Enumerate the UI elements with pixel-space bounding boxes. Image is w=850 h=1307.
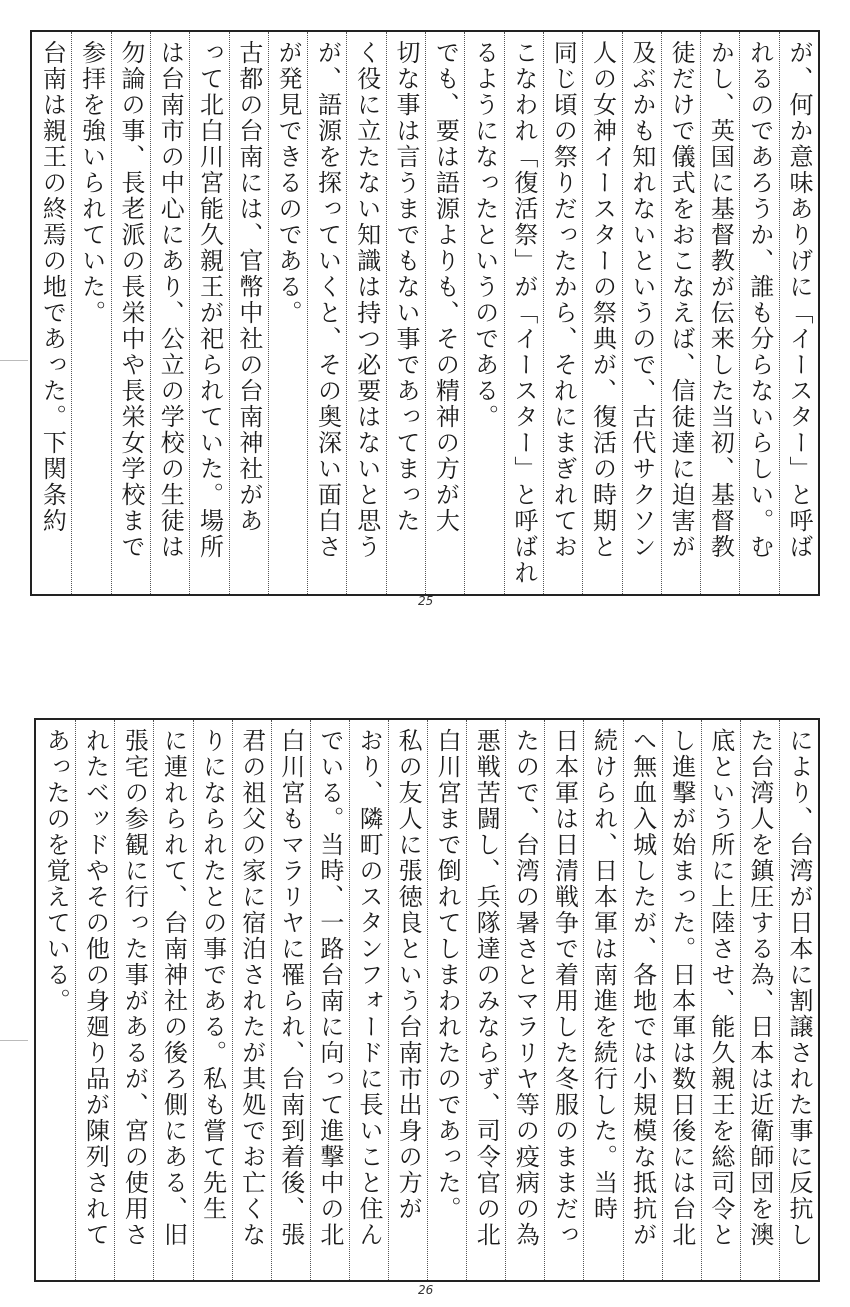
text-column: 底という所に上陸させ、能久親王を総司令と [701,720,740,1280]
text-column: 悪戦苦闘し、兵隊達のみならず、司令官の北 [466,720,505,1280]
manuscript-page-26 [34,718,820,1282]
text-column: 日本軍は日清戦争で着用した冬服のままだっ [544,720,583,1280]
text-column: 白川宮まで倒れてしまわれたのであった。 [427,720,466,1280]
text-column: が発見できるのである。 [268,32,307,594]
text-column: れたベッドやその他の身廻り品が陳列されて [75,720,114,1280]
text-column: 私の友人に張徳良という台南市出身の方が [388,720,427,1280]
text-column: た台湾人を鎮圧する為、日本は近衛師団を澳 [740,720,779,1280]
text-column: 勿論の事、長老派の長栄中や長栄女学校まで [111,32,150,594]
text-column: し進撃が始まった。日本軍は数日後には台北 [662,720,701,1280]
text-column: 同じ頃の祭りだったから、それにまぎれてお [543,32,582,594]
text-column: りになられたとの事である。私も嘗て先生 [193,720,232,1280]
text-column: が、何か意味ありげに「イースター」と呼ば [779,32,818,594]
text-column: たので、台湾の暑さとマラリヤ等の疫病の為 [505,720,544,1280]
text-column: 君の祖父の家に宿泊されたが其処でお亡くな [232,720,271,1280]
text-column: が、語源を探っていくと、その奥深い面白さ [307,32,346,594]
text-column: 参拝を強いられていた。 [71,32,110,594]
text-column: 台南は親王の終焉の地であった。下関条約 [38,40,67,534]
text-column: により、台湾が日本に割譲された事に反抗し [779,720,818,1280]
text-column: って北白川宮能久親王が祀られていた。場所 [189,32,228,594]
text-column: れるのであろうか、誰も分らないらしい。む [739,32,778,594]
text-column: へ無血入城したが、各地では小規模な抵抗が [623,720,662,1280]
text-column: おり、隣町のスタンフォードに長いこと住ん [349,720,388,1280]
manuscript-page-25 [30,30,820,596]
text-column: 人の女神イースターの祭典が、復活の時期と [582,32,621,594]
text-column: かし、英国に基督教が伝来した当初、基督教 [700,32,739,594]
text-column: は台南市の中心にあり、公立の学校の生徒は [150,32,189,594]
text-column: に連れられて、台南神社の後ろ側にある、旧 [153,720,192,1280]
text-column: でも、要は語源よりも、その精神の方が大 [425,32,464,594]
text-column: 古都の台南には、官幣中社の台南神社があ [229,32,268,594]
text-column: こなわれ「復活祭」が「イースター」と呼ばれ [504,32,543,594]
page-number-26: 26 [418,1283,434,1297]
scan-edge-mark [0,1040,28,1041]
text-column: 白川宮もマラリヤに罹られ、台南到着後、張 [271,720,310,1280]
text-column: 続けられ、日本軍は南進を続行した。当時 [583,720,622,1280]
text-column: あったのを覚えている。 [42,728,71,1014]
text-column: でいる。当時、一路台南に向って進撃中の北 [310,720,349,1280]
text-column: 張宅の参観に行った事があるが、宮の使用さ [114,720,153,1280]
text-column: く役に立たない知識は持つ必要はないと思う [346,32,385,594]
page-number-25: 25 [418,594,434,608]
text-column: るようになったというのである。 [464,32,503,594]
text-column: 徒だけで儀式をおこなえば、信徒達に迫害が [661,32,700,594]
text-column: 切な事は言うまでもない事であってまった [386,32,425,594]
text-column: 及ぶかも知れないというので、古代サクソン [622,32,661,594]
scan-edge-mark [0,360,28,361]
